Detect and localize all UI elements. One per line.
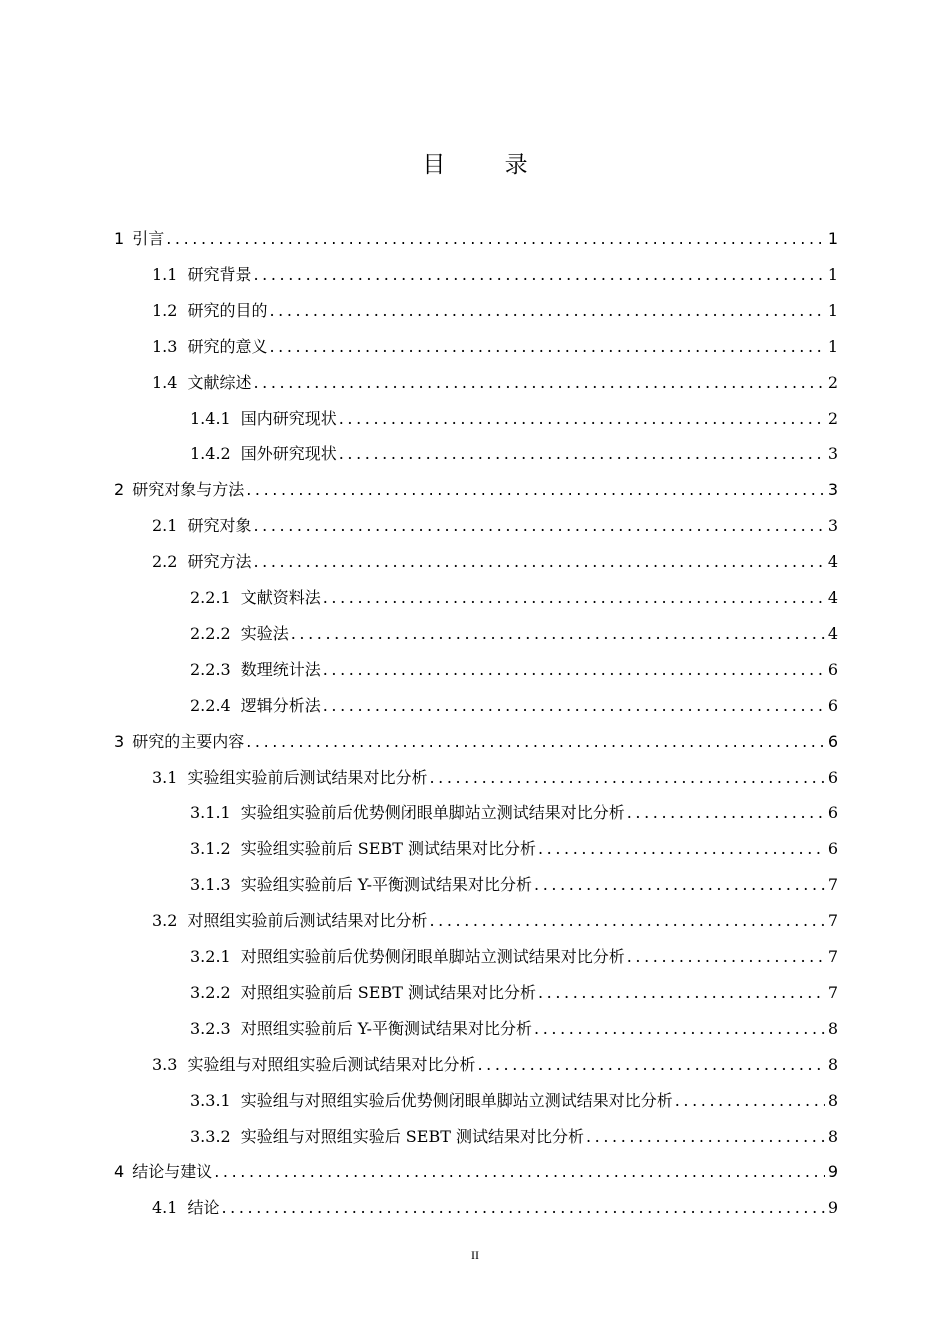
toc-dot-leader	[534, 1014, 825, 1044]
toc-entry[interactable]	[190, 1014, 838, 1044]
toc-dot-leader	[538, 978, 825, 1008]
toc-dot-leader	[246, 727, 825, 757]
toc-entry-number: 3.1.2	[190, 839, 231, 859]
toc-entry-page: 8	[827, 1090, 838, 1110]
toc-entry-number: 2.2.3	[190, 659, 231, 679]
toc-dot-leader	[627, 798, 825, 828]
toc-entry-title: 文献资料法	[240, 588, 321, 607]
toc-entry[interactable]	[190, 942, 838, 972]
toc-entry-number: 3.2.1	[190, 947, 231, 966]
toc-entry-title: 研究的主要内容	[132, 731, 245, 751]
toc-entry-title: 国内研究现状	[240, 408, 337, 428]
toc-entry-title: 实验组实验前后 SEBT 测试结果对比分析	[240, 839, 536, 859]
toc-dot-leader	[538, 834, 825, 864]
toc-entry-page: 2	[827, 372, 838, 392]
toc-entry-page: 3	[827, 444, 838, 464]
toc-dot-leader	[253, 368, 824, 398]
toc-entry-title: 对照组实验前后 SEBT 测试结果对比分析	[240, 982, 536, 1002]
toc-entry[interactable]	[152, 332, 838, 362]
toc-entry[interactable]	[152, 906, 838, 936]
toc-dot-leader	[166, 224, 825, 254]
page-number-footer: II	[471, 1248, 479, 1262]
toc-dot-leader	[675, 1086, 825, 1116]
toc-entry-page: 1	[827, 264, 838, 284]
toc-entry-title: 研究对象与方法	[132, 480, 245, 500]
toc-entry-number: 2.2.1	[190, 588, 231, 607]
toc-dot-leader	[323, 691, 825, 721]
page-title: 目 录	[422, 152, 554, 178]
toc-entry-number: 2.2.2	[190, 623, 231, 643]
toc-entry[interactable]	[190, 870, 838, 900]
toc-entry[interactable]	[152, 368, 838, 398]
toc-entry-number: 3.1.3	[190, 875, 231, 895]
toc-entry-page: 4	[827, 552, 838, 572]
toc-entry[interactable]	[152, 511, 838, 541]
toc-entry-page: 6	[827, 803, 838, 823]
toc-entry-number: 3.3	[152, 1054, 178, 1074]
toc-dot-leader	[246, 475, 825, 505]
toc-entry-title: 数理统计法	[240, 659, 321, 679]
toc-entry-number: 3.3.2	[190, 1126, 231, 1146]
toc-entry-title: 实验组与对照组实验后 SEBT 测试结果对比分析	[240, 1126, 584, 1146]
toc-entry-page: 9	[827, 1162, 838, 1182]
toc-entry-page: 3	[827, 516, 838, 536]
toc-dot-leader	[627, 942, 825, 972]
toc-entry[interactable]	[114, 475, 838, 505]
toc-entry-page: 6	[827, 695, 838, 715]
toc-dot-leader	[339, 404, 825, 434]
toc-entry[interactable]	[114, 224, 838, 254]
toc-entry-title: 对照组实验前后 Y-平衡测试结果对比分析	[240, 1018, 533, 1038]
toc-entry[interactable]	[114, 1157, 838, 1187]
toc-entry[interactable]	[190, 439, 838, 469]
toc-entry-page: 6	[827, 839, 838, 859]
toc-entry[interactable]	[190, 691, 838, 721]
toc-entry[interactable]	[190, 655, 838, 685]
toc-dot-leader	[253, 260, 824, 290]
toc-dot-leader	[291, 619, 825, 649]
toc-entry[interactable]	[152, 763, 838, 793]
toc-entry-number: 3.1.1	[190, 803, 231, 823]
toc-entry-number: 2.2.4	[190, 695, 231, 715]
toc-entry-number: 3.3.1	[190, 1090, 231, 1110]
toc-entry-number: 1.3	[152, 336, 178, 356]
toc-entry-page: 7	[827, 911, 838, 931]
toc-dot-leader	[221, 1193, 824, 1223]
toc-entry[interactable]	[190, 798, 838, 828]
toc-entry-page: 4	[827, 623, 838, 643]
toc-entry[interactable]	[190, 619, 838, 649]
toc-dot-leader	[429, 906, 824, 936]
toc-entry-title: 研究对象	[187, 516, 252, 536]
toc-dot-leader	[269, 296, 824, 326]
toc-entry-page: 8	[827, 1018, 838, 1038]
toc-entry-title: 实验法	[240, 623, 289, 643]
toc-entry-page: 1	[827, 300, 838, 320]
toc-entry-page: 6	[827, 659, 838, 679]
toc-entry[interactable]	[152, 547, 838, 577]
toc-entry-title: 结论与建议	[132, 1162, 213, 1182]
toc-entry-number: 2	[114, 480, 125, 500]
toc-entry[interactable]	[190, 834, 838, 864]
toc-entry-page: 8	[827, 1054, 838, 1074]
toc-entry-page: 7	[827, 947, 838, 966]
toc-entry-title: 对照组实验前后优势侧闭眼单脚站立测试结果对比分析	[240, 947, 625, 966]
toc-dot-leader	[253, 511, 824, 541]
toc-entry[interactable]	[190, 978, 838, 1008]
toc-entry[interactable]	[152, 1193, 838, 1223]
toc-dot-leader	[269, 332, 824, 362]
toc-entry-page: 7	[827, 982, 838, 1002]
toc-dot-leader	[323, 655, 825, 685]
toc-entry-title: 文献综述	[187, 372, 252, 392]
toc-entry[interactable]	[152, 1050, 838, 1080]
toc-entry-page: 9	[827, 1198, 838, 1218]
toc-entry-title: 结论	[187, 1198, 220, 1218]
toc-entry-title: 实验组实验前后测试结果对比分析	[187, 767, 428, 787]
toc-entry[interactable]	[114, 727, 838, 757]
toc-entry[interactable]	[190, 404, 838, 434]
toc-entry-page: 8	[827, 1126, 838, 1146]
toc-entry-page: 3	[827, 480, 838, 500]
toc-entry-title: 研究的意义	[187, 336, 268, 356]
toc-entry-number: 1.1	[152, 264, 178, 284]
toc-entry-title: 对照组实验前后测试结果对比分析	[187, 911, 428, 931]
toc-entry-page: 4	[827, 588, 838, 607]
toc-entry-title: 实验组与对照组实验后测试结果对比分析	[187, 1054, 476, 1074]
toc-entry-number: 1.4.1	[190, 408, 231, 428]
toc-entry-number: 4.1	[152, 1198, 178, 1218]
toc-dot-leader	[534, 870, 825, 900]
toc-entry-number: 1.4	[152, 372, 178, 392]
toc-entry-title: 引言	[132, 229, 165, 248]
toc-entry-title: 实验组实验前后 Y-平衡测试结果对比分析	[240, 875, 533, 895]
toc-entry[interactable]	[152, 260, 838, 290]
toc-entry[interactable]	[190, 583, 838, 613]
toc-entry-number: 2.2	[152, 552, 178, 572]
toc-entry-page: 7	[827, 875, 838, 895]
toc-entry-title: 研究背景	[187, 264, 252, 284]
toc-entry-number: 4	[114, 1162, 125, 1182]
toc-dot-leader	[323, 583, 825, 613]
toc-dot-leader	[586, 1122, 825, 1152]
toc-entry-title: 实验组与对照组实验后优势侧闭眼单脚站立测试结果对比分析	[240, 1090, 673, 1110]
toc-dot-leader	[253, 547, 824, 577]
toc-entry-number: 3.2.3	[190, 1018, 231, 1038]
toc-entry-number: 3	[114, 731, 125, 751]
toc-dot-leader	[429, 763, 824, 793]
toc-dot-leader	[339, 439, 825, 469]
toc-entry-page: 1	[827, 336, 838, 356]
toc-entry-title: 逻辑分析法	[240, 695, 321, 715]
toc-entry-page: 6	[827, 767, 838, 787]
toc-entry-number: 1.2	[152, 300, 178, 320]
toc-entry-number: 1.4.2	[190, 444, 231, 464]
toc-entry[interactable]	[152, 296, 838, 326]
toc-entry-number: 3.2.2	[190, 982, 231, 1002]
toc-entry-title: 国外研究现状	[240, 444, 337, 464]
toc-entry-page: 1	[827, 229, 838, 248]
toc-entry-page: 6	[827, 731, 838, 751]
toc-entry[interactable]	[190, 1086, 838, 1116]
toc-entry-page: 2	[827, 408, 838, 428]
toc-entry[interactable]	[190, 1122, 838, 1152]
toc-entry-number: 3.2	[152, 911, 178, 931]
toc-entry-number: 2.1	[152, 516, 178, 536]
toc-dot-leader	[477, 1050, 824, 1080]
toc-entry-title: 研究的目的	[187, 300, 268, 320]
toc-dot-leader	[214, 1157, 825, 1187]
toc-entry-number: 1	[114, 229, 125, 248]
toc-entry-title: 实验组实验前后优势侧闭眼单脚站立测试结果对比分析	[240, 803, 625, 823]
toc-entry-title: 研究方法	[187, 552, 252, 572]
toc-entry-number: 3.1	[152, 767, 178, 787]
